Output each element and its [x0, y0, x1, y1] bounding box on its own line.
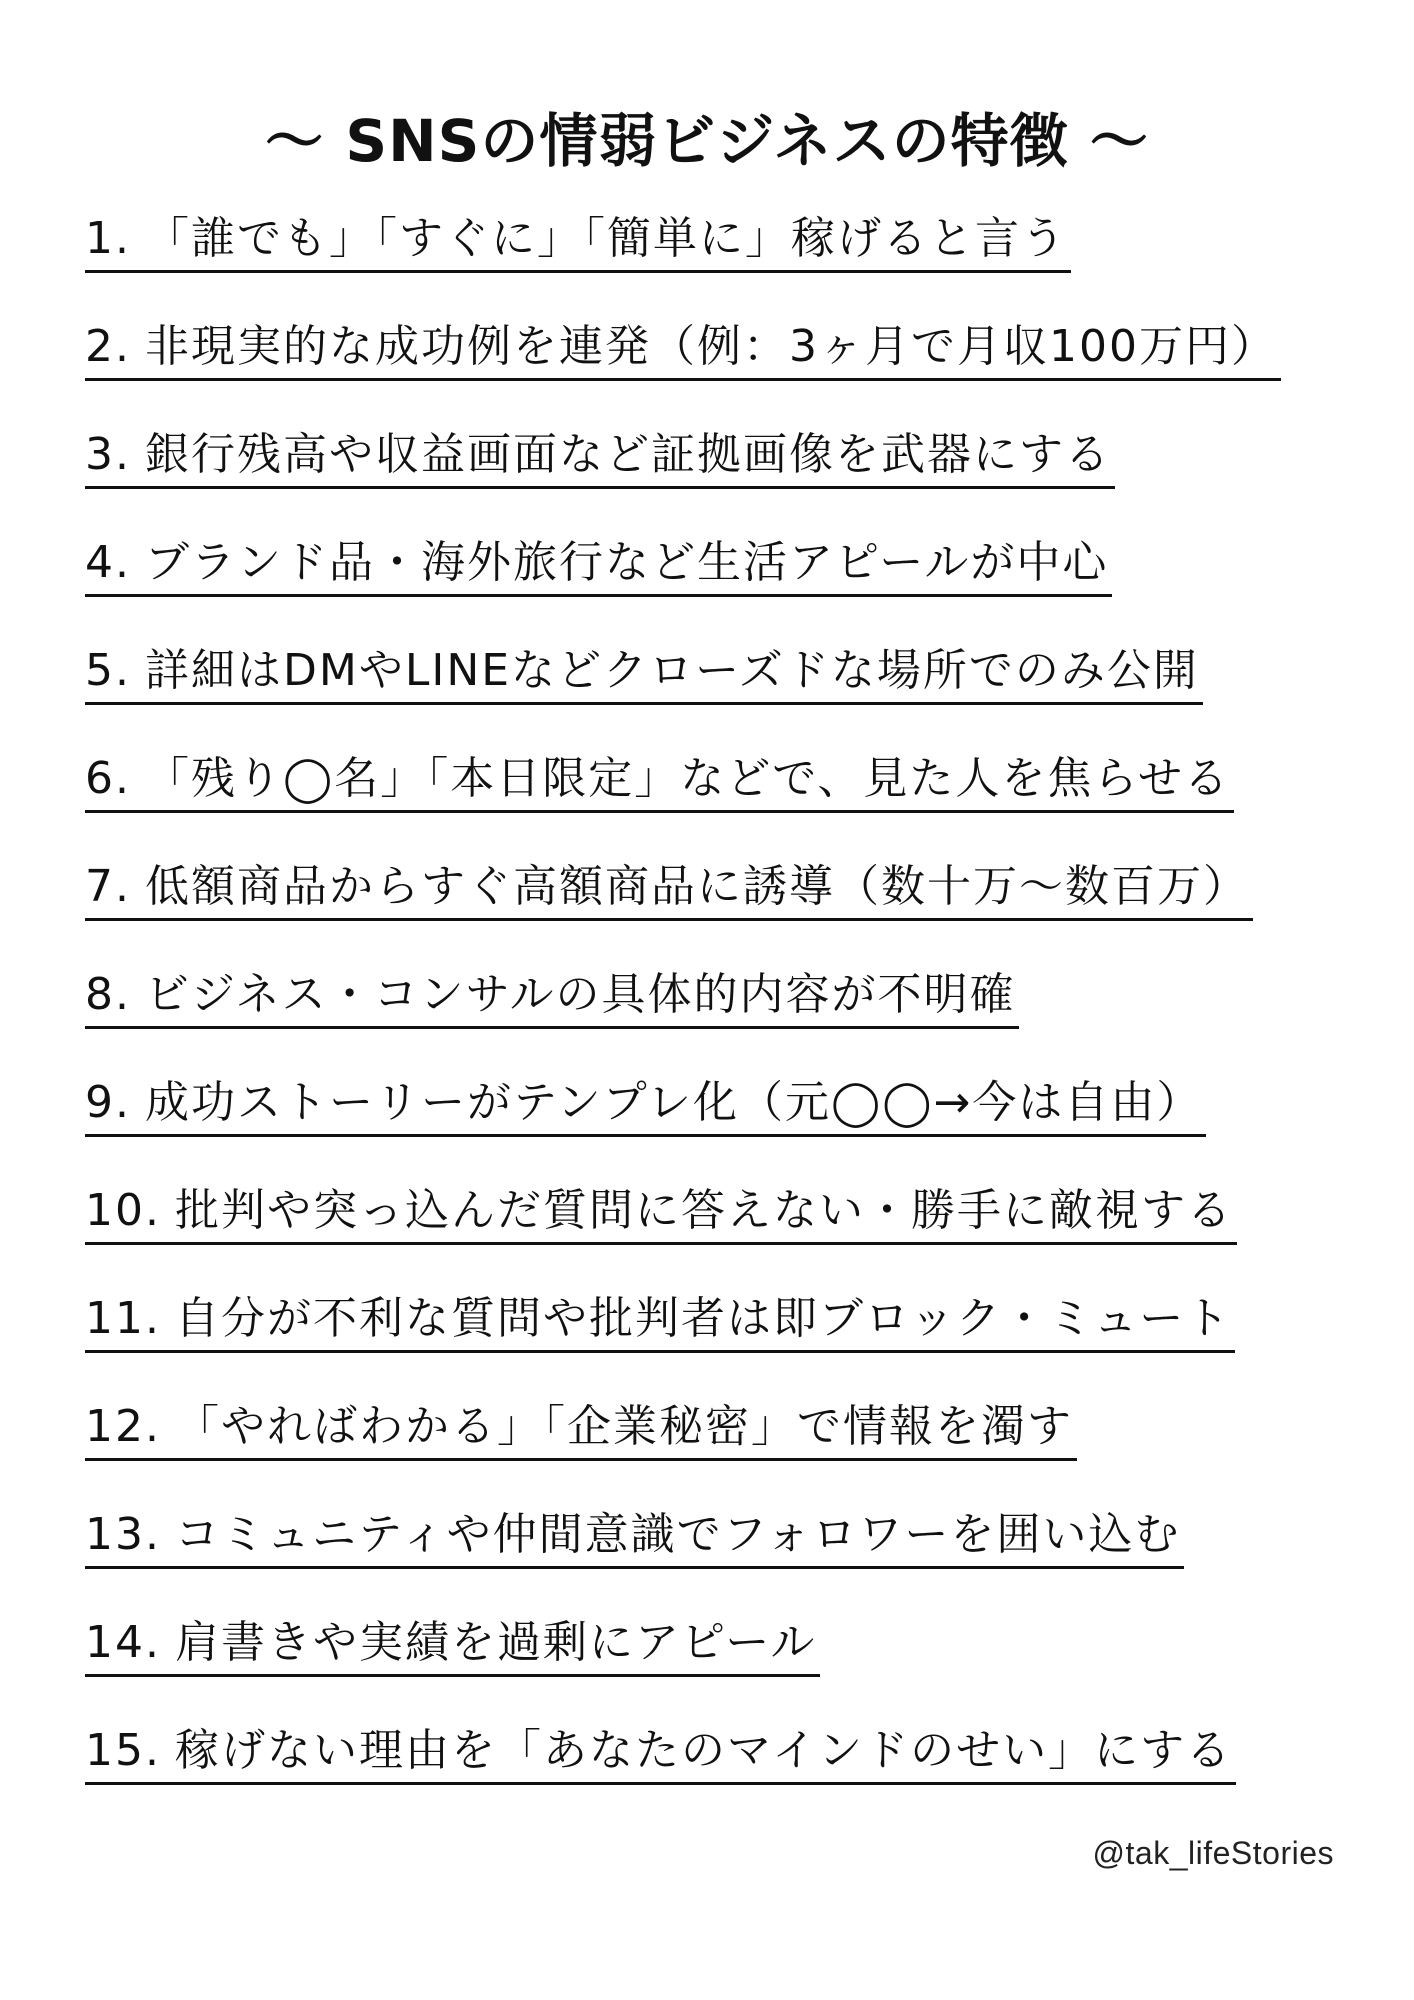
list-item-number: 1. — [85, 213, 131, 264]
list-item-text — [85, 858, 1253, 921]
list-item-label: 非現実的な成功例を連発（例：3ヶ月で月収100万円） — [144, 321, 1277, 372]
list-item-text — [85, 1398, 1077, 1461]
list-item-label: 批判や突っ込んだ質問に答えない・勝手に敵視する — [174, 1185, 1233, 1236]
list-item-number: 10. — [85, 1185, 161, 1236]
list-item-text — [85, 1290, 1235, 1353]
page-title: 〜 SNSの情弱ビジネスの特徴 〜 — [265, 107, 1149, 175]
list-item-number: 15. — [85, 1725, 161, 1776]
list-item-label: 銀行残高や収益画面など証拠画像を武器にする — [144, 429, 1111, 480]
list-item-label: 成功ストーリーがテンプレ化（元◯◯→今は自由） — [144, 1077, 1203, 1128]
feature-list — [85, 210, 1385, 1830]
list-item-text — [85, 318, 1281, 381]
list-item-number: 14. — [85, 1617, 161, 1668]
list-item-number: 4. — [85, 537, 131, 588]
list-item-label: 低額商品からすぐ高額商品に誘導（数十万〜数百万） — [144, 861, 1249, 912]
list-item — [85, 1506, 1385, 1614]
list-item-number: 7. — [85, 861, 131, 912]
list-item — [85, 1614, 1385, 1722]
list-item-number: 9. — [85, 1077, 131, 1128]
list-item-label: コミュニティや仲間意識でフォロワーを囲い込む — [174, 1509, 1181, 1560]
list-item-label: 「誰でも」「すぐに」「簡単に」稼げると言う — [144, 213, 1067, 264]
list-item — [85, 858, 1385, 966]
list-item-number: 12. — [85, 1401, 161, 1452]
list-item-text — [85, 1614, 820, 1677]
list-item — [85, 966, 1385, 1074]
list-item-label: 「残り◯名」「本日限定」などで、見た人を焦らせる — [144, 753, 1231, 804]
list-item — [85, 1074, 1385, 1182]
list-item — [85, 1722, 1385, 1830]
list-item-text — [85, 642, 1203, 705]
list-item-text — [85, 1182, 1237, 1245]
list-item-text — [85, 534, 1112, 597]
list-item-text — [85, 1722, 1236, 1785]
list-item-text — [85, 210, 1071, 273]
list-item-label: 「やればわかる」「企業秘密」で情報を濁す — [174, 1401, 1073, 1452]
list-item-text — [85, 1074, 1206, 1137]
list-item-number: 8. — [85, 969, 131, 1020]
list-item-label: 稼げない理由を「あなたのマインドのせい」にする — [174, 1725, 1233, 1776]
list-item — [85, 642, 1385, 750]
list-item — [85, 426, 1385, 534]
list-item — [85, 1398, 1385, 1506]
list-item-number: 5. — [85, 645, 131, 696]
list-item — [85, 210, 1385, 318]
list-item-number: 11. — [85, 1293, 161, 1344]
author-credit: @tak_lifeStories — [1092, 1835, 1334, 1871]
list-item — [85, 1182, 1385, 1290]
list-item-label: 詳細はDMやLINEなどクローズドな場所でのみ公開 — [144, 645, 1199, 696]
list-item-label: 肩書きや実績を過剰にアピール — [174, 1617, 817, 1668]
list-item-label: 自分が不利な質問や批判者は即ブロック・ミュート — [174, 1293, 1232, 1344]
list-item-number: 3. — [85, 429, 131, 480]
list-item — [85, 534, 1385, 642]
list-item-text — [85, 966, 1019, 1029]
list-item-number: 13. — [85, 1509, 161, 1560]
list-item-label: ビジネス・コンサルの具体的内容が不明確 — [144, 969, 1016, 1020]
list-item-number: 2. — [85, 321, 131, 372]
list-item — [85, 1290, 1385, 1398]
list-item-label: ブランド品・海外旅行など生活アピールが中心 — [144, 537, 1109, 588]
list-item-text — [85, 1506, 1184, 1569]
list-item — [85, 318, 1385, 426]
list-item — [85, 750, 1385, 858]
list-item-text — [85, 750, 1234, 813]
list-item-text — [85, 426, 1115, 489]
list-item-number: 6. — [85, 753, 131, 804]
